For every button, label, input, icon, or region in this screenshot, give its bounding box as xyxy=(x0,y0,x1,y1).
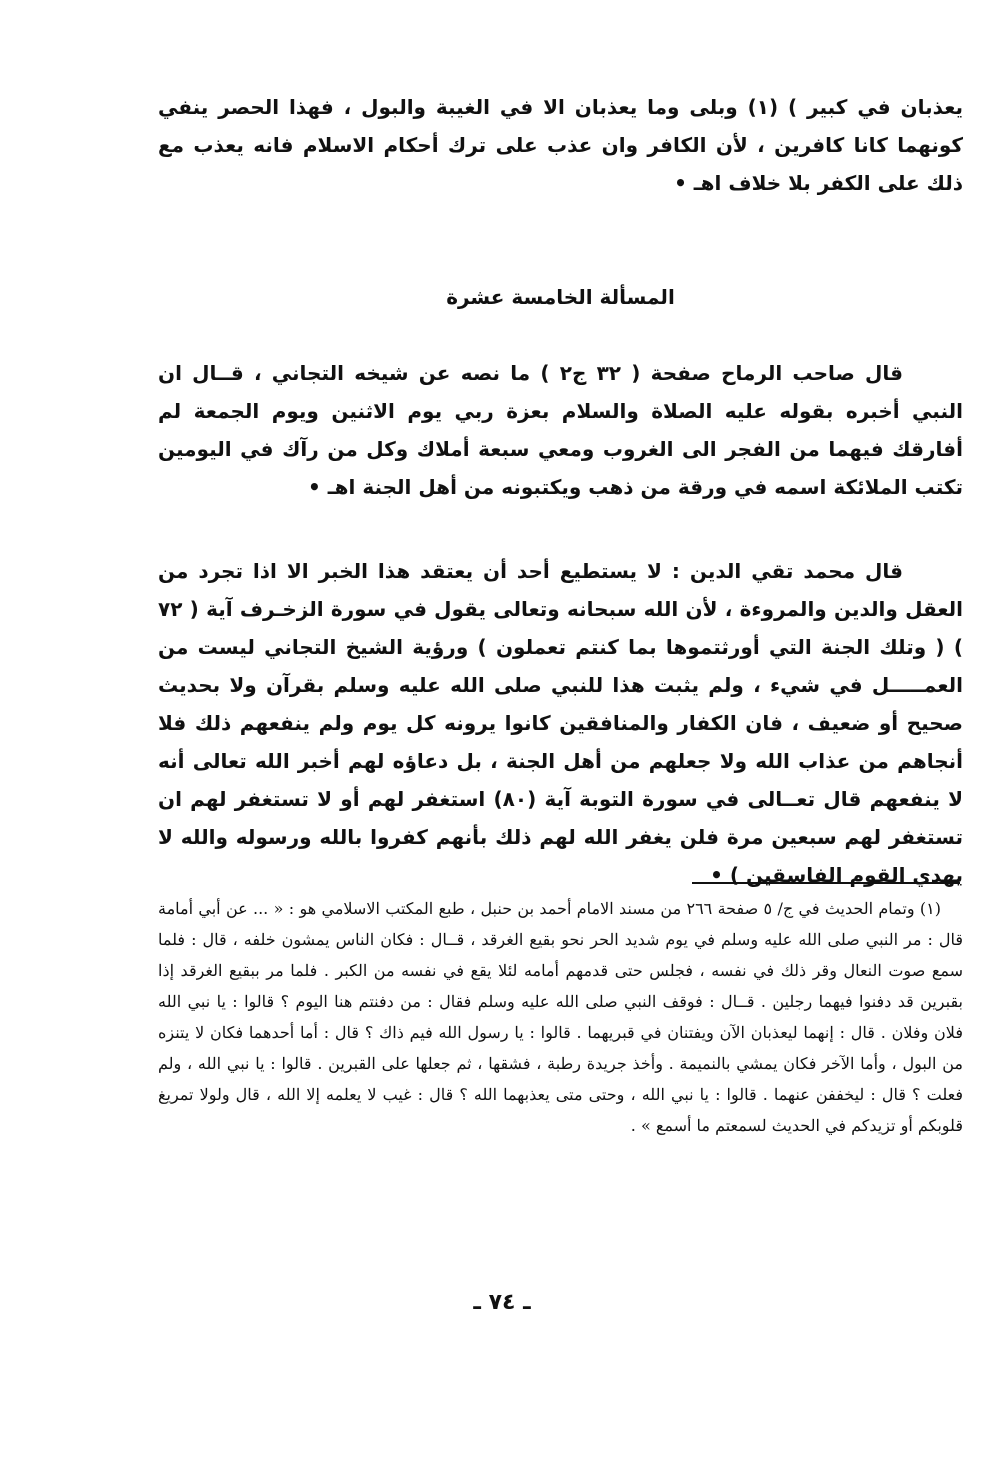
page-number: ـ ٧٤ ـ xyxy=(473,1290,531,1315)
paragraph-text: قال محمد تقي الدين : لا يستطيع أحد أن يعتقد هذا الخبر الا اذا تجرد من العقل والدين والمروءة ، لأن الله سبحانه وتعالى يقول في سورة الزخـرف آية ( ٧٢ ) ( وتلك الجنة التي أورثتموها بما كنتم تعملون ) ورؤية الشيخ التجاني ليست من العمـــــل في شيء ، ولم يثبت هذا للنبي صلى الله عليه وسلم بقرآن ولا بحديث صحيح أو ضعيف ، فان الكفار والمنافقين كانوا يرونه كل يوم ولم ينفعهم ذلك فلا أنجاهم من عذاب الله ولا جعلهم من أهل الجنة ، بل دعاؤه لهم أخبر الله تعالى أنه لا ينفعهم قال تعــالى في سورة التوبة آية (٨٠) استغفر لهم أو لا تستغفر لهم ان تستغفر لهم سبعين مرة فلن يغفر الله لهم ذلك بأنهم كفروا بالله ورسوله والله لا يهدي القوم الفاسقين ) • xyxy=(158,559,963,887)
paragraph-author-response xyxy=(158,552,963,894)
footnote xyxy=(158,893,963,1141)
paragraph-text: يعذبان في كبير ) (١) وبلى وما يعذبان الا في الغيبة والبول ، فهذا الحصر ينفي كونهما كانا كافرين ، لأن الكافر وان عذب على ترك أحكام الاسلام فانه يعذب مع ذلك على الكفر بلا خلاف اهـ • xyxy=(158,95,963,195)
footnote-text: (١) وتمام الحديث في ج/ ٥ صفحة ٢٦٦ من مسند الامام أحمد بن حنبل ، طبع المكتب الاسلامي هو : « ... عن أبي أمامة قال : مر النبي صلى الله عليه وسلم في يوم شديد الحر نحو بقيع الغرقد ، قــال : فكان الناس يمشون خلفه ، قال : فلما سمع صوت النعال وقر ذلك في نفسه ، فجلس حتى قدمهم أمامه لئلا يقع في نفسه من الكبر . فلما مر ببقيع الغرقد إذا بقبرين قد دفنوا فيهما رجلين . قــال : فوقف النبي صلى الله عليه وسلم فقال : من دفنتم هنا اليوم ؟ قالوا : يا نبي الله فلان وفلان . قال : إنهما ليعذبان الآن ويفتنان في قبريهما . قالوا : يا رسول الله فيم ذاك ؟ قال : أما أحدهما فكان لا يتنزه من البول ، وأما الآخر فكان يمشي بالنميمة . وأخذ جريدة رطبة ، فشقها ، ثم جعلها على القبرين . قالوا : يا نبي الله ، ولم فعلت ؟ قال : ليخففن عنهما . قالوا : يا نبي الله ، وحتى متى يعذبهما الله ؟ قال : غيب لا يعلمه إلا الله ، قال ولولا تمريغ قلوبكم أو تزيدكم في الحديث لسمعتم ما أسمع » . xyxy=(158,899,963,1135)
paragraph-rimah-quote xyxy=(158,354,963,506)
continuation-paragraph xyxy=(158,88,963,202)
paragraph-text: قال صاحب الرماح صفحة ( ٣٢ ج٢ ) ما نصه عن شيخه التجاني ، قــال ان النبي أخبره بقوله عليه الصلاة والسلام بعزة ربي يوم الاثنين ويوم الجمعة لم أفارقك فيهما من الفجر الى الغروب ومعي سبعة أملاك وكل من رآك في اليومين تكتب الملائكة اسمه في ورقة من ذهب ويكتبونه من أهل الجنة اهـ • xyxy=(158,361,963,499)
section-heading: المسألة الخامسة عشرة xyxy=(446,285,675,309)
footnote-divider xyxy=(692,882,960,884)
